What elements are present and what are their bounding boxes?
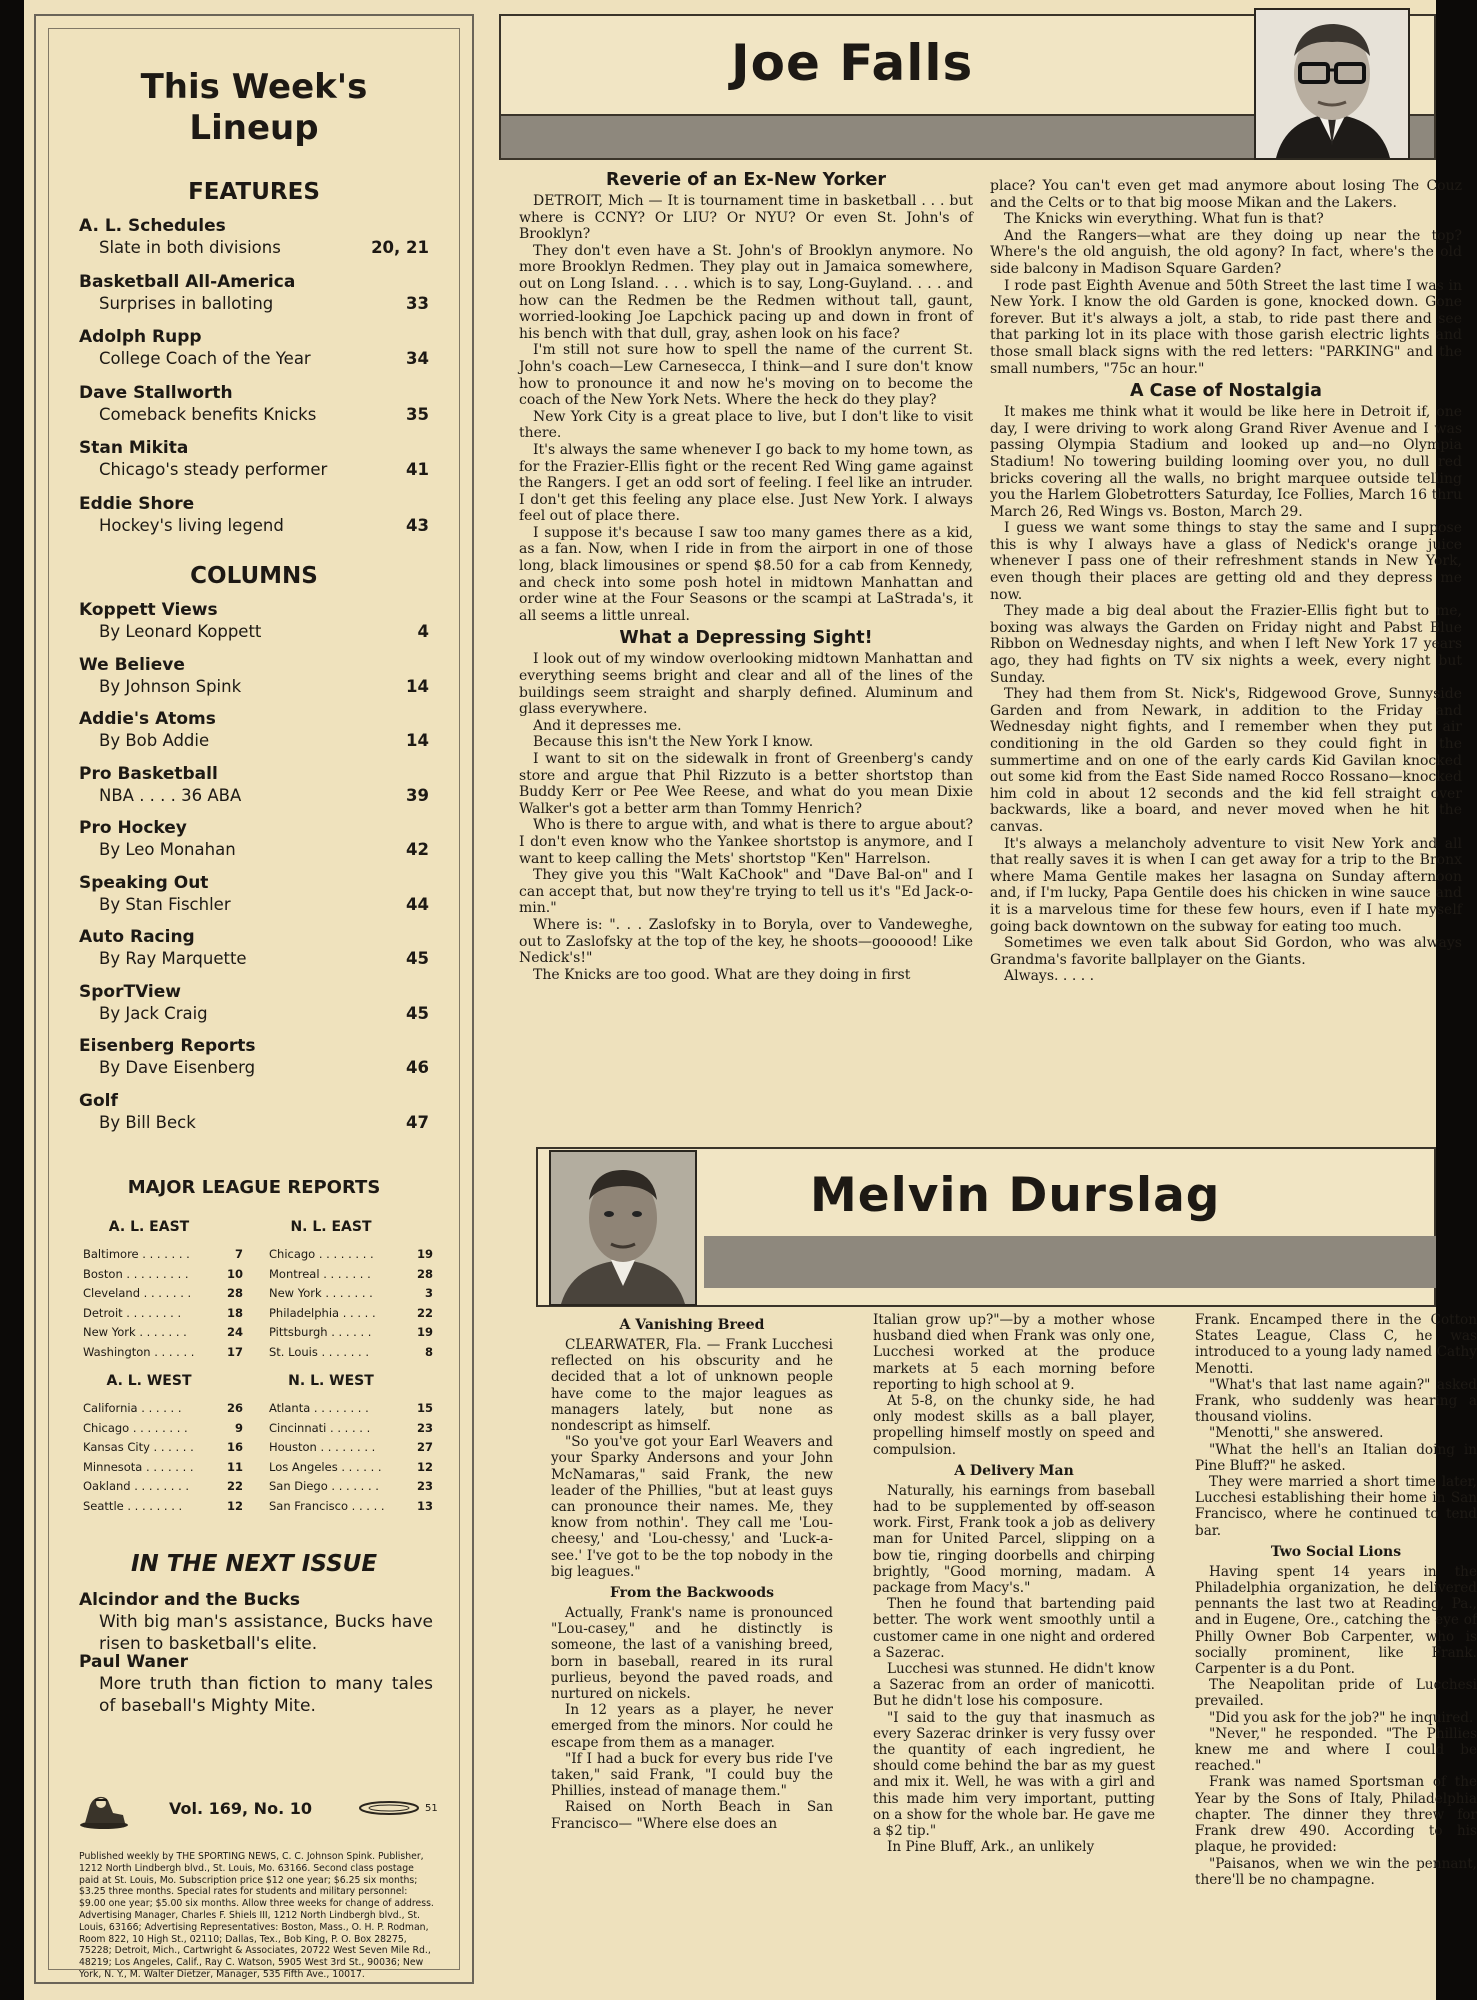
team-name: St. Louis . . . . . . .	[269, 1344, 370, 1359]
features-item-sub	[79, 515, 429, 537]
columns-item	[79, 1035, 429, 1079]
next-issue-title: Paul Waner	[79, 1652, 188, 1672]
al-east-row	[83, 1245, 243, 1265]
nl-west-row	[269, 1419, 433, 1439]
features-item-leader	[273, 293, 406, 315]
article-paragraph: "Paisanos, when we win the pennant, there'll be no champagne.	[1195, 1855, 1477, 1888]
article-paragraph: The Knicks win everything. What fun is that?	[1004, 211, 1324, 228]
article-paragraph: New York City is a great place to live, but I don't like to visit there.	[519, 408, 973, 442]
features-item	[79, 326, 429, 370]
team-page: 23	[416, 1479, 433, 1493]
article-paragraph: Lucchesi was stunned. He didn't know a Sazerac from an order of manicotti. But he didn't lose his composure.	[873, 1661, 1155, 1710]
columns-item-title: Speaking Out	[79, 872, 209, 893]
article-paragraph: Italian grow up?"—by a mother whose husband died when Frank was only one, Lucchesi worked at the produce markets at 5 each morning before reporting to high school at 9.	[873, 1312, 1155, 1393]
columns-item-title: Eisenberg Reports	[79, 1036, 256, 1056]
team-page: 15	[416, 1401, 433, 1415]
columns-item-desc: By Bob Addie	[99, 731, 210, 750]
article-subhead: A Delivery Man	[954, 1462, 1074, 1479]
major-league-reports-heading: MAJOR LEAGUE REPORTS	[127, 1177, 381, 1198]
volume-number: Vol. 169, No. 10	[169, 1799, 312, 1818]
team-page: 8	[424, 1344, 433, 1359]
columns-item-desc: NBA . . . . 36 ABA	[99, 785, 242, 805]
features-item-leader	[316, 404, 406, 426]
columns-item-leader	[209, 730, 406, 752]
rope-ornament-icon	[359, 1801, 419, 1815]
team-name: Houston . . . . . . . .	[269, 1440, 376, 1454]
nl-east-row	[269, 1265, 433, 1285]
next-issue-desc: With big man's assistance, Bucks have risen to basketball's elite.	[99, 1612, 433, 1654]
article-paragraph: The Neapolitan pride of Lucchesi prevailed.	[1195, 1677, 1477, 1710]
nl-east-row	[269, 1245, 433, 1265]
columns-item-sub	[79, 1057, 429, 1079]
columns-item-sub	[79, 1003, 429, 1025]
columns-heading: COLUMNS	[190, 563, 318, 589]
article-paragraph: place? You can't even get mad anymore about losing The Couz and the Celts or to that big moose Mikan and the Lakers.	[990, 178, 1462, 211]
article-paragraph: "So you've got your Earl Weavers and your Sparky Andersons and your John McNamaras," said Frank, the new leader of the Phillies, "but at least guys can pronounce their names. Me, they know from nothin'. They call me 'Lou-cheesy,' and 'Lou-chessy,' and 'Luck-a-see.' I've got to be the top nobody in the big leagues."	[551, 1434, 833, 1580]
article-paragraph: The Knicks are too good. What are they doing in first	[533, 966, 911, 983]
features-item	[79, 215, 429, 259]
nl-east-row	[269, 1323, 433, 1343]
article-paragraph: I suppose it's because I saw too many games there as a kid, as a fan. Now, when I ride in from the airport in one of those long, black limousines or spend $8.50 for a cab from Kennedy, and check into some posh hotel in midtown Manhattan and order wine at the Four Seasons or the scampi at LaStrada's, it all seems a little unreal.	[519, 524, 973, 624]
columns-item-sub	[79, 730, 429, 752]
article-paragraph: They don't even have a St. John's of Brooklyn anymore. No more Brooklyn Redmen. They play out in Jamaica somewhere, out on Long Island. . . . which is to say, Long-Guyland. . . . and how can the Redmen be the Redmen without tall, gaunt, worried-looking Joe Lapchick pacing up and down in front of his bench with that dull, gray, ashen look on his face?	[519, 242, 973, 342]
features-item-leader	[284, 515, 406, 537]
columns-item-desc: By Jack Craig	[99, 1003, 208, 1023]
team-page: 24	[226, 1325, 243, 1339]
team-page: 12	[416, 1459, 433, 1474]
features-item-leader	[311, 348, 406, 370]
next-issue-item	[79, 1651, 433, 1717]
al-west-row	[83, 1419, 243, 1439]
features-heading: FEATURES	[188, 179, 320, 205]
lineup-title-line2: Lineup	[189, 108, 319, 148]
nl-west-list	[269, 1399, 433, 1516]
columns-item-desc: By Dave Eisenberg	[99, 1058, 256, 1077]
al-west-row	[83, 1497, 243, 1517]
article-subhead: A Vanishing Breed	[619, 1317, 765, 1333]
nl-east-row	[269, 1284, 433, 1304]
columns-item	[79, 654, 429, 698]
team-name: New York . . . . . . .	[269, 1286, 373, 1300]
features-item-title: A. L. Schedules	[79, 216, 226, 236]
team-page: 28	[416, 1266, 433, 1281]
nl-east-row	[269, 1304, 433, 1324]
durslag-header-band	[704, 1236, 1436, 1288]
team-page: 12	[226, 1498, 243, 1513]
article-paragraph: I want to sit on the sidewalk in front of Greenberg's candy store and argue that Phil Rizzuto is a better shortstop than Buddy Kerr or Pee Wee Reese, and what do you mean Dixie Walker's got a better arm than Tommy Henrich?	[519, 751, 973, 817]
team-page: 11	[226, 1459, 243, 1474]
falls-portrait-image	[1256, 10, 1408, 158]
features-item-desc: College Coach of the Year	[99, 349, 311, 368]
columns-item-page: 47	[406, 1112, 429, 1132]
article-paragraph: DETROIT, Mich — It is tournament time in basketball . . . but where is CCNY? Or LIU? Or NYU? Or even St. John's of Brooklyn?	[519, 193, 973, 243]
article-paragraph: They give you this "Walt KaChook" and "Dave Bal-on" and I can accept that, but now they're trying to tell us it's "Ed Jack-o-min."	[519, 867, 973, 917]
article-subhead: From the Backwoods	[609, 1585, 775, 1602]
team-name: Minnesota . . . . . . .	[83, 1459, 194, 1474]
article-paragraph: I rode past Eighth Avenue and 50th Street the last time I was in New York. I know the old Garden is gone, knocked down. Gone forever. But it's always a jolt, a stab, to ride past there and see that parking lot in its place with those garish electric lights and those small black signs with the red letters: "PARKING" and the small numbers, "75c an hour."	[990, 277, 1462, 377]
al-west-row	[83, 1477, 243, 1497]
columns-item-leader	[231, 894, 406, 916]
team-name: San Francisco . . . . .	[269, 1498, 385, 1513]
durslag-name: Melvin Durslag	[810, 1168, 1221, 1223]
al-east-heading: A. L. EAST	[108, 1219, 190, 1235]
columns-item	[79, 1090, 429, 1134]
article-subhead: Two Social Lions	[1270, 1543, 1402, 1560]
article-paragraph: And it depresses me.	[533, 717, 682, 734]
article-paragraph: Naturally, his earnings from baseball had to be supplemented by off-season work. First, Frank took a job as delivery man for United Parcel, slipping on a bow tie, ringing doorbells and chirping brightly, "Good morning, madam. A package from Macy's."	[873, 1482, 1155, 1597]
features-item-desc: Comeback benefits Knicks	[99, 404, 317, 424]
columns-item-desc: By Bill Beck	[99, 1112, 196, 1132]
columns-item-page: 39	[406, 785, 429, 805]
team-page: 22	[416, 1305, 433, 1320]
durslag-column-3	[1195, 1312, 1477, 1888]
columns-item-page: 45	[406, 1003, 429, 1023]
team-page: 13	[416, 1498, 433, 1513]
al-west-row	[83, 1458, 243, 1478]
falls-column-1	[519, 166, 973, 983]
features-item-leader	[327, 459, 406, 481]
nl-west-row	[269, 1399, 433, 1419]
features-item	[79, 382, 429, 426]
columns-item-page: 14	[406, 731, 429, 750]
page-number: 51	[425, 1803, 438, 1814]
columns-item-leader	[247, 948, 406, 970]
columns-item	[79, 817, 429, 861]
columns-item-title: SporTView	[79, 981, 181, 1002]
lineup-title-line1: This Week's	[140, 67, 368, 107]
features-item-page: 35	[406, 404, 429, 424]
al-east-row	[83, 1323, 243, 1343]
falls-portrait	[1254, 8, 1410, 160]
article-paragraph: Always. . . . .	[1004, 968, 1095, 985]
columns-item-sub	[79, 894, 429, 916]
team-page: 19	[416, 1325, 433, 1339]
team-name: Montreal . . . . . . .	[269, 1266, 371, 1281]
columns-item-desc: By Ray Marquette	[99, 949, 247, 968]
nl-east-heading: N. L. EAST	[290, 1219, 372, 1235]
features-item-title: Eddie Shore	[79, 493, 195, 514]
article-paragraph: Frank. Encamped there in the Cotton States League, Class C, he was introduced to a young lady named Cathy Menotti.	[1195, 1312, 1477, 1377]
features-item-desc: Surprises in balloting	[99, 293, 274, 313]
next-issue-heading: IN THE NEXT ISSUE	[130, 1551, 378, 1577]
features-item-page: 34	[406, 349, 429, 368]
team-page: 3	[424, 1286, 433, 1300]
durslag-column-1	[551, 1312, 833, 1832]
article-paragraph: "I said to the guy that inasmuch as every Sazerac drinker is very fussy over the quantity of each ingredient, he should come behind the bar as my guest and mix it. Well, he was with a girl and this made him very important, putting on a show for the whole bar. He gave me a $2 tip."	[873, 1709, 1155, 1840]
article-paragraph: They were married a short time later, Lucchesi establishing their home in San Francisco, where he continued to tend bar.	[1195, 1474, 1477, 1539]
team-name: Chicago . . . . . . . .	[83, 1420, 188, 1435]
nl-east-row	[269, 1343, 433, 1363]
columns-item-page: 42	[406, 840, 429, 859]
columns-item-page: 4	[417, 622, 429, 641]
team-name: Cincinnati . . . . . .	[269, 1420, 371, 1435]
nl-west-heading: N. L. WEST	[288, 1373, 374, 1389]
features-item	[79, 437, 429, 481]
al-east-row	[83, 1265, 243, 1285]
team-page: 7	[234, 1247, 243, 1261]
features-item-title: Adolph Rupp	[79, 327, 202, 347]
nl-east-list	[269, 1245, 433, 1362]
al-west-list	[83, 1399, 243, 1516]
columns-item-leader	[236, 839, 406, 861]
features-item-desc: Slate in both divisions	[99, 238, 281, 257]
team-name: Washington . . . . . .	[83, 1344, 195, 1359]
columns-item-leader	[208, 1003, 406, 1025]
features-item-sub	[79, 237, 429, 259]
next-issue-title: Alcindor and the Bucks	[79, 1590, 301, 1610]
team-name: Cleveland . . . . . . .	[83, 1286, 192, 1300]
next-issue-item	[79, 1589, 433, 1655]
columns-item-title: Pro Hockey	[79, 818, 187, 838]
article-paragraph: It's always the same whenever I go back to my home town, as for the Frazier-Ellis fight or the recent Red Wing game against the Rangers. I get an odd sort of feeling. I feel like an intruder. I don't get this feeling any place else. Just New York. I always feel out of place there.	[519, 441, 973, 525]
article-paragraph: Frank was named Sportsman of the Year by the Sons of Italy, Philadelphia chapter. The dinner they threw for Frank drew 490. According to his plaque, he provided:	[1195, 1774, 1477, 1856]
team-page: 19	[416, 1247, 433, 1261]
columns-item-title: Golf	[79, 1090, 118, 1111]
columns-item-desc: By Leonard Koppett	[99, 622, 262, 641]
features-item-desc: Chicago's steady performer	[99, 460, 328, 479]
article-paragraph: In Pine Bluff, Ark., an unlikely	[887, 1839, 1095, 1856]
article-paragraph: Who is there to argue with, and what is there to argue about? I don't even know who the Yankee shortstop is anymore, and I want to keep calling the Mets' shortstop "Ken" Harrelson.	[519, 817, 973, 867]
columns-item-sub	[79, 621, 429, 643]
team-name: San Diego . . . . . . .	[269, 1479, 379, 1493]
al-east-list	[83, 1245, 243, 1362]
nl-west-row	[269, 1458, 433, 1478]
columns-item	[79, 926, 429, 970]
team-name: Detroit . . . . . . . .	[83, 1305, 182, 1320]
next-issue-desc: More truth than fiction to many tales of baseball's Mighty Mite.	[99, 1674, 433, 1716]
article-paragraph: "Menotti," she answered.	[1209, 1425, 1384, 1442]
columns-item	[79, 763, 429, 807]
columns-item-title: Auto Racing	[79, 927, 195, 947]
nl-west-row	[269, 1438, 433, 1458]
columns-item-page: 46	[406, 1058, 429, 1077]
team-page: 23	[416, 1420, 433, 1435]
article-paragraph: It makes me think what it would be like here in Detroit if, one day, I were driving to work along Grand River Avenue and I was passing Olympia Stadium and looked up and—no Olympia Stadium! No towering building looming over you, no dull red bricks covering all the walls, no bright marquee outside telling you the Harlem Globetrotters Saturday, Ice Follies, March 16 thru March 26, Red Wings vs. Boston, March 29.	[990, 404, 1462, 520]
team-name: Philadelphia . . . . .	[269, 1305, 376, 1320]
article-paragraph: "If I had a buck for every bus ride I've taken," said Frank, "I could buy the Phillies, instead of manage them."	[551, 1750, 833, 1800]
durslag-portrait-image	[551, 1152, 695, 1304]
article-paragraph: I'm still not sure how to spell the name of the current St. John's coach—Lew Carnesecca, I think—and I sure don't know how to pronounce it and now he's moving on to become the coach of the New York Nets. Where the heck do they play?	[519, 342, 973, 409]
team-name: Kansas City . . . . . .	[83, 1440, 194, 1454]
columns-item-sub	[79, 676, 429, 698]
team-name: Boston . . . . . . . . .	[83, 1266, 189, 1281]
article-paragraph: I guess we want some things to stay the same and I suppose this is why I always have a glass of Nedick's orange juice whenever I pass one of their refreshment stands in New York, even though their places are getting old and they depress me now.	[990, 520, 1462, 603]
al-east-row	[83, 1284, 243, 1304]
nl-west-row	[269, 1477, 433, 1497]
features-item-leader	[281, 237, 371, 259]
features-item-sub	[79, 404, 429, 426]
article-paragraph: "What the hell's an Italian doing in Pine Bluff?" he asked.	[1195, 1441, 1477, 1474]
al-east-row	[83, 1304, 243, 1324]
article-paragraph: Actually, Frank's name is pronounced "Lou-casey," and he distinctly is someone, the last of a vanishing breed, born in baseball, reared in its rural purlieus, beyond the paved roads, and nurtured on nickels.	[551, 1605, 833, 1703]
falls-name: Joe Falls	[731, 34, 974, 92]
article-paragraph: Where is: ". . . Zaslofsky in to Boryla, over to Vandeweghe, out to Zaslofsky at the top of the key, he shoots—goooood! Like Nedick's!"	[519, 916, 973, 967]
article-paragraph: Because this isn't the New York I know.	[533, 734, 814, 751]
team-name: Los Angeles . . . . . .	[269, 1459, 382, 1474]
article-paragraph: They had them from St. Nick's, Ridgewood Grove, Sunnyside Garden and from Newark, in addition to the Friday and Wednesday night fights, and I remember when they put air conditioning in the old Garden so they could fight in the summertime and on one of the early cards Kid Gavilan knocked out some kid from the East Side named Rocco Rossano—knocked him cold in about 12 seconds and the kid fell straight over backwards, like a board, and never moved when he hit the canvas.	[990, 686, 1462, 835]
lineup-frame	[48, 28, 460, 1980]
volume-line	[79, 1791, 438, 1829]
article-paragraph: Then he found that bartending paid better. The work went smoothly until a customer came in one night and ordered a Sazerac.	[873, 1596, 1155, 1661]
columns-item-leader	[196, 1112, 406, 1134]
team-page: 26	[226, 1401, 243, 1415]
team-name: California . . . . . .	[83, 1401, 182, 1415]
article-subhead: Reverie of an Ex-New Yorker	[606, 170, 886, 190]
article-paragraph: "Did you ask for the job?" he inquired.	[1209, 1709, 1474, 1726]
columns-item-title: Koppett Views	[79, 600, 218, 620]
features-item-sub	[79, 459, 429, 481]
team-page: 17	[226, 1344, 243, 1359]
columns-item-page: 44	[406, 894, 429, 914]
columns-item-sub	[79, 948, 429, 970]
features-item-page: 43	[406, 515, 429, 535]
features-item	[79, 271, 429, 315]
columns-item-title: We Believe	[79, 654, 185, 675]
columns-item	[79, 981, 429, 1025]
publisher-info: Published weekly by THE SPORTING NEWS, C. C. Johnson Spink. Publisher, 1212 North Lindbergh blvd., St. Louis, Mo. 63166. Second class postage paid at St. Louis, Mo. Subscription price $12 one year; $6.25 six months; $3.25 three months. Special rates for students and military personnel: $9.00 one year; $5.00 six months. Allow three weeks for change of address. Advertising Manager, Charles F. Shiels III, 1212 North Lindbergh blvd., St. Louis, 63166; Advertising Representatives: Boston, Mass., O. H. P. Rodman, Room 822, 10 High St., 02110; Dallas, Tex., Bob King, P. O. Box 28275, 75228; Detroit, Mich., Cartwright & Associates, 20722 West Seven Mile Rd., 48219; Los Angeles, Calif., Ray C. Watson, 5905 West 3rd St., 90036; New York, N. Y., M. Walter Dietzer, Manager, 535 Fifth Ave., 10017.	[79, 1851, 434, 1980]
features-item-page: 33	[406, 293, 429, 313]
al-west-row	[83, 1438, 243, 1458]
features-item-page: 41	[406, 460, 429, 479]
article-paragraph: CLEARWATER, Fla. — Frank Lucchesi reflected on his obscurity and he decided that a lot of unknown people have come to the major leagues as managers lately, but none as nondescript as himself.	[551, 1337, 833, 1435]
columns-item-desc: By Johnson Spink	[99, 676, 242, 696]
team-name: Pittsburgh . . . . . .	[269, 1325, 372, 1339]
columns-item-title: Pro Basketball	[79, 763, 218, 784]
columns-item-sub	[79, 1112, 429, 1134]
columns-item-page: 14	[406, 676, 429, 696]
team-name: New York . . . . . . .	[83, 1325, 187, 1339]
columns-item	[79, 708, 429, 752]
columns-item	[79, 599, 429, 643]
team-page: 27	[416, 1440, 433, 1454]
team-name: Chicago . . . . . . . .	[269, 1247, 374, 1261]
team-name: Baltimore . . . . . . .	[83, 1247, 190, 1261]
features-item-page: 20, 21	[371, 238, 429, 257]
features-item	[79, 493, 429, 537]
columns-item-leader	[241, 676, 406, 698]
columns-item-sub	[79, 839, 429, 861]
team-page: 28	[226, 1286, 243, 1300]
features-item-sub	[79, 348, 429, 370]
durslag-portrait	[549, 1150, 697, 1306]
team-page: 22	[226, 1479, 243, 1493]
columns-item-leader	[255, 1057, 406, 1079]
features-item-desc: Hockey's living legend	[99, 515, 284, 535]
article-paragraph: At 5-8, on the chunky side, he had only modest skills as a ball player, propelling himself mostly on speed and compulsion.	[873, 1393, 1155, 1458]
columns-item	[79, 872, 429, 916]
team-page: 16	[226, 1440, 243, 1454]
al-east-row	[83, 1343, 243, 1363]
durslag-column-2	[873, 1312, 1155, 1856]
article-paragraph: And the Rangers—what are they doing up near the top? Where's the old anguish, the old agony? In fact, where's the old side balcony in Madison Square Garden?	[990, 227, 1462, 277]
article-paragraph: Raised on North Beach in San Francisco— "Where else does an	[551, 1799, 833, 1832]
article-paragraph: "Never," he responded. "The Phillies knew me and where I could be reached."	[1195, 1725, 1477, 1775]
team-page: 9	[234, 1420, 243, 1435]
columns-item-leader	[261, 621, 417, 643]
features-item-title: Basketball All-America	[79, 271, 296, 292]
columns-item-title: Addie's Atoms	[79, 709, 216, 729]
article-paragraph: Sometimes we even talk about Sid Gordon, who was always Grandma's favorite ballplayer on the Giants.	[990, 935, 1462, 968]
article-paragraph: In 12 years as a player, he never emerged from the minors. Nor could he escape from them as a manager.	[551, 1702, 833, 1751]
article-subhead: A Case of Nostalgia	[1130, 381, 1322, 402]
columns-item-desc: By Leo Monahan	[99, 840, 236, 859]
team-page: 10	[226, 1266, 243, 1281]
columns-item-desc: By Stan Fischler	[99, 894, 231, 914]
team-name: Seattle . . . . . . . .	[83, 1498, 183, 1513]
article-paragraph: It's always a melancholy adventure to visit New York and all that really saves it is when I can get away for a trip to the Bronx where Mama Gentile makes her lasagna on Sunday afternoon and, if I'm lucky, Papa Gentile does his chicken in wine sauce and it is a marvelous time for these few hours, even if I hate myself going back downtown on the subway for eating too much.	[990, 835, 1462, 935]
lineup-sidebar	[34, 14, 474, 1984]
falls-column-2	[990, 178, 1462, 985]
article-paragraph: I look out of my window overlooking midtown Manhattan and everything seems bright and clear and all of the lines of the buildings seem straight and sharply defined. Aluminum and glass everywhere.	[519, 651, 973, 718]
columns-item-sub	[79, 785, 429, 807]
features-item-title: Dave Stallworth	[79, 382, 233, 403]
lineup-title	[49, 67, 459, 149]
team-name: Atlanta . . . . . . . .	[269, 1401, 369, 1415]
team-name: Oakland . . . . . . . .	[83, 1479, 190, 1493]
team-page: 18	[226, 1305, 243, 1320]
article-subhead: What a Depressing Sight!	[619, 628, 873, 649]
article-paragraph: "What's that last name again?" asked Frank, who suddenly was hearing a thousand violins.	[1195, 1376, 1477, 1426]
nl-west-row	[269, 1497, 433, 1517]
columns-item-leader	[241, 785, 406, 807]
magazine-page	[24, 0, 1477, 2000]
al-west-row	[83, 1399, 243, 1419]
al-west-heading: A. L. WEST	[106, 1373, 192, 1389]
article-paragraph: They made a big deal about the Frazier-Ellis fight but to me, boxing was always the Garden on Friday night and Pabst Blue Ribbon on Wednesday nights, and when I left New York 17 years ago, they had fights on TV six nights a week, every night but Sunday.	[990, 603, 1462, 686]
features-item-title: Stan Mikita	[79, 438, 189, 458]
article-paragraph: Having spent 14 years in the Philadelphia organization, he delivered pennants the last two at Reading, Pa., and in Eugene, Ore., catching the eye of Philly Owner Bob Carpenter, who is socially prominent, like Frank. Carpenter is a du Pont.	[1195, 1563, 1477, 1678]
features-item-sub	[79, 293, 429, 315]
columns-item-page: 45	[406, 949, 429, 968]
sphinx-logo-icon	[79, 1791, 129, 1829]
